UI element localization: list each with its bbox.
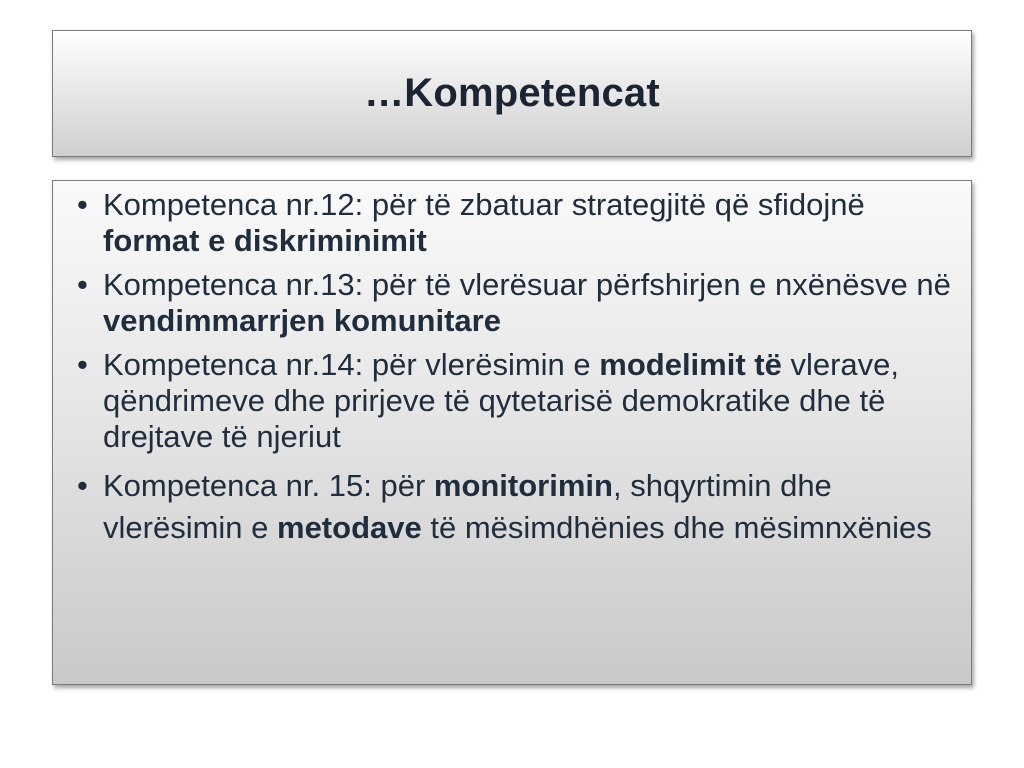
bullet-text: , shqyrtimin dhe vlerësimin e <box>103 468 832 545</box>
bullet-bold-text: vendimmarrjen komunitare <box>103 303 501 338</box>
bullet-list <box>77 187 951 549</box>
bullet-text: vlerave, qëndrimeve dhe prirjeve të qytetarisë demokratike dhe të drejtave të njeriut <box>103 347 900 454</box>
bullet-item-13 <box>77 267 951 339</box>
bullet-bold-text: modelimit të <box>599 347 782 382</box>
bullet-icon: • <box>77 187 88 222</box>
bullet-item-15 <box>77 465 951 549</box>
bullet-text: të mësimdhënies dhe mësimnxënies <box>421 510 932 545</box>
bullet-text: Kompetenca nr.13: për të vlerësuar përfshirjen e nxënësve në <box>103 267 951 302</box>
bullet-text: Kompetenca nr.12: për të zbatuar strategjitë që sfidojnë <box>103 187 865 222</box>
bullet-bold-text: format e diskriminimit <box>103 223 427 258</box>
bullet-icon: • <box>77 267 88 302</box>
slide-title: …Kompetencat <box>364 71 660 115</box>
bullet-bold-text: metodave <box>277 510 422 545</box>
bullet-bold-text: monitorimin <box>433 468 613 503</box>
bullet-item-12 <box>77 187 951 259</box>
bullet-icon: • <box>77 347 88 382</box>
slide-title-box <box>52 30 972 157</box>
slide-content-box <box>52 180 972 685</box>
bullet-text: Kompetenca nr.14: për vlerësimin e <box>103 347 600 382</box>
bullet-text: Kompetenca nr. 15: për <box>103 468 434 503</box>
bullet-icon: • <box>77 468 88 503</box>
bullet-item-14 <box>77 347 951 455</box>
